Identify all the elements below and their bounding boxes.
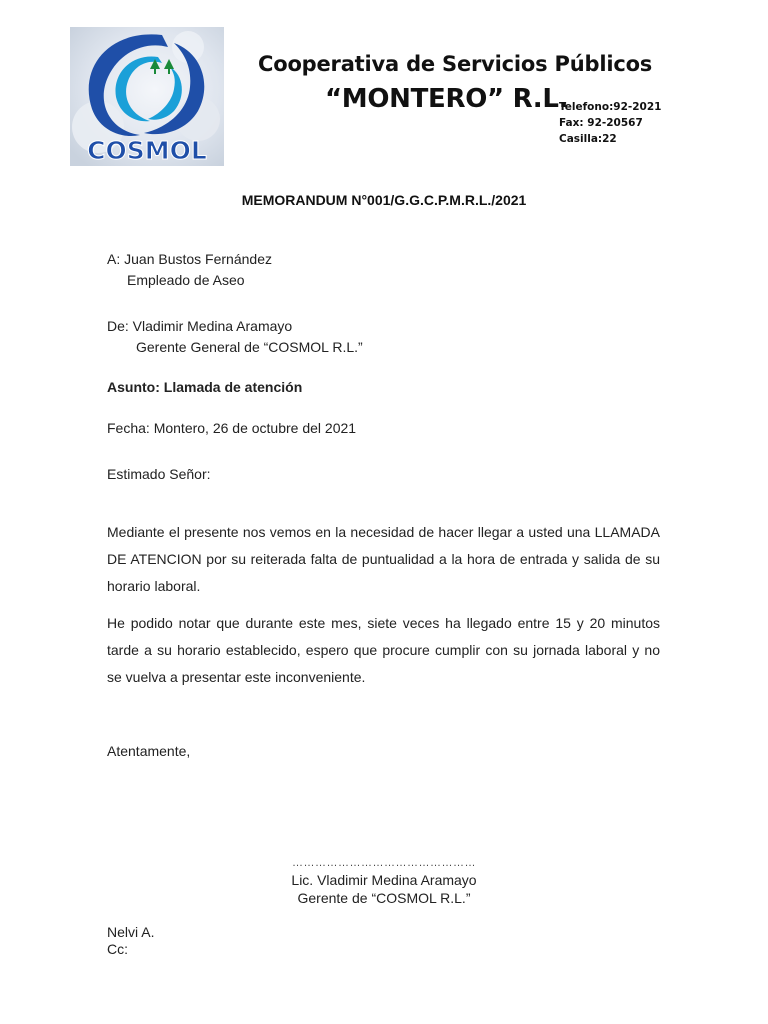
signature-line: ………………………………………… — [292, 857, 476, 869]
memo-heading: MEMORANDUM N°001/G.G.C.P.M.R.L./2021 — [241, 192, 527, 208]
org-title-line1: Cooperativa de Servicios Públicos — [258, 52, 653, 76]
initials: Nelvi A. — [107, 924, 155, 940]
casilla: Casilla:22 — [559, 133, 617, 145]
from-name: De: Vladimir Medina Aramayo — [107, 318, 293, 334]
signature-name: Lic. Vladimir Medina Aramayo — [291, 872, 477, 888]
from-role: Gerente General de “COSMOL R.L.” — [136, 339, 363, 355]
subject: Asunto: Llamada de atención — [107, 379, 303, 395]
cc-label: Cc: — [107, 941, 128, 957]
to-role: Empleado de Aseo — [127, 272, 245, 288]
date: Fecha: Montero, 26 de octubre del 2021 — [107, 420, 357, 436]
body-paragraph-1: Mediante el presente nos vemos en la necesidad de hacer llegar a usted una LLAMADA DE ATENCION por su reiterada falta de puntualidad a la hora de entrada y salida de su horario laboral. — [107, 524, 660, 594]
body-paragraph-2: He podido notar que durante este mes, siete veces ha llegado entre 15 y 20 minutos tarde a su horario establecido, espero que procure cumplir con su jornada laboral y no se vuelva a presentar este inconveniente. — [107, 615, 660, 685]
to-name: A: Juan Bustos Fernández — [107, 251, 272, 267]
greeting: Estimado Señor: — [107, 466, 211, 482]
closing: Atentamente, — [107, 743, 191, 759]
signature-role: Gerente de “COSMOL R.L.” — [297, 890, 471, 906]
logo-text: COSMOL — [87, 136, 207, 165]
telefono: Telefono:92-2021 — [559, 101, 662, 113]
contact-block — [559, 99, 661, 147]
fax: Fax: 92-20567 — [559, 117, 643, 129]
org-title-line2: “MONTERO” R.L. — [325, 84, 569, 114]
cosmol-logo — [70, 27, 224, 166]
